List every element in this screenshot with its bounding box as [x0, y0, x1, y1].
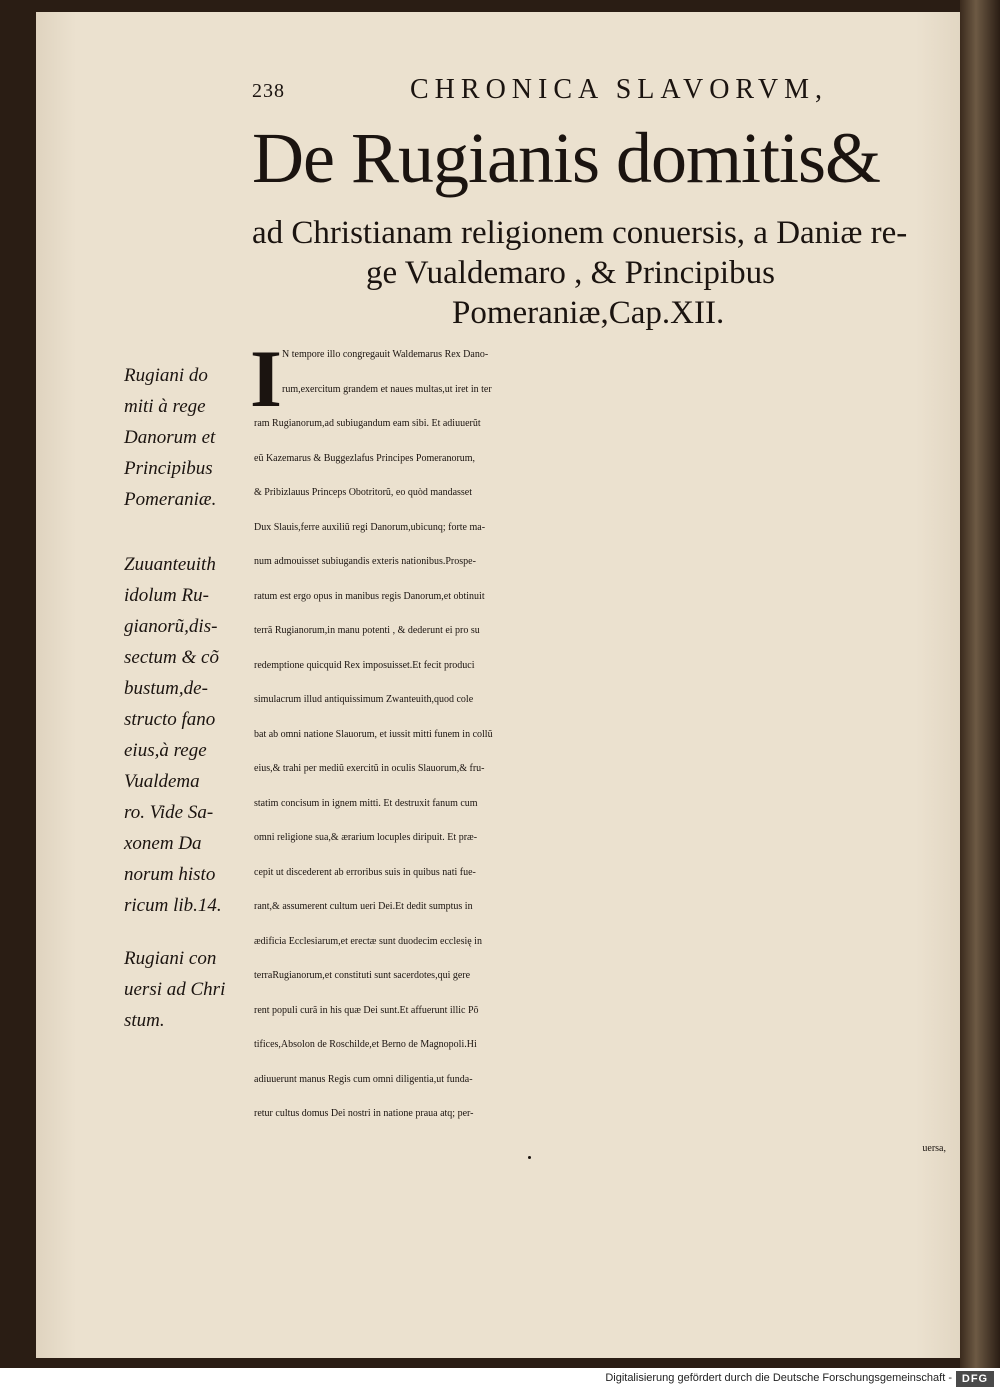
margin-note-line: eius,à rege	[124, 740, 207, 761]
margin-note	[124, 943, 254, 1036]
body-line: statim concisum in ignem mitti. Et destruxit fanum cum	[254, 797, 478, 809]
chapter-subheading-line: Pomeraniæ,Cap.XII.	[452, 295, 725, 331]
margin-note-line: structo fano	[124, 709, 216, 730]
body-line: adiuuerunt manus Regis cum omni diligentia,ut funda-	[254, 1073, 473, 1085]
margin-note-line: uersi ad Chri	[124, 979, 226, 1000]
body-line: bat ab omni natione Slauorum, et iussit mitti funem in collũ	[254, 728, 493, 740]
body-line: rum,exercitum grandem et naues multas,ut iret in ter	[282, 383, 492, 395]
chapter-subheading-line: ad Christianam religionem conuersis, a Daniæ re-	[252, 215, 908, 251]
margin-note-line: Danorum et	[124, 427, 216, 448]
running-title: CHRONICA SLAVORVM,	[410, 74, 828, 105]
body-line: cepit ut discederent ab erroribus suis in quibus nati fue-	[254, 866, 476, 878]
body-line: eũ Kazemarus & Buggezlafus Principes Pomeranorum,	[254, 452, 476, 464]
margin-note-line: ro. Vide Sa-	[124, 802, 214, 823]
chapter-subheading-line: ge Vualdemaro , & Principibus	[366, 255, 775, 291]
running-head	[252, 74, 892, 110]
body-line: ædificia Ecclesiarum,et erectæ sunt duodecim ecclesię in	[254, 935, 482, 947]
body-line: Dux Slauis,ferre auxiliũ regi Danorum,ubicunq; forte ma-	[254, 521, 486, 533]
margin-note-line: Principibus	[124, 458, 213, 479]
page-number: 238	[252, 80, 285, 102]
margin-note-line: sectum & cõ	[124, 647, 219, 668]
book-edge	[960, 0, 1000, 1368]
margin-note-line: miti à rege	[124, 396, 206, 417]
footer-credit: Digitalisierung gefördert durch die Deutsche Forschungsgemeinschaft -	[605, 1372, 952, 1384]
body-line: rant,& assumerent cultum ueri Dei.Et dedit sumptus in	[254, 901, 473, 912]
body-line: omni religione sua,& ærarium locuples diripuit. Et præ-	[254, 832, 478, 843]
body-line: redemptione quicquid Rex imposuisset.Et fecit produci	[254, 659, 475, 671]
body-line: ram Rugianorum,ad subiugandum eam sibi. Et adiuuerũt	[254, 418, 481, 429]
dfg-logo: DFG	[956, 1371, 994, 1387]
body-line: eius,& trahi per mediũ exercitũ in oculis Slauorum,& fru-	[254, 763, 485, 774]
margin-note-line: Rugiani do	[124, 365, 208, 386]
footer-bar	[0, 1368, 1000, 1390]
body-line: rent populi curã in his quæ Dei sunt.Et affuerunt illic Põ	[254, 1004, 479, 1016]
margin-note-line: stum.	[124, 1010, 165, 1031]
body-line: uersa,	[922, 1142, 946, 1154]
margin-note	[124, 549, 254, 921]
body-line: terraRugianorum,et constituti sunt sacerdotes,qui gere	[254, 970, 471, 981]
drop-cap: I	[250, 333, 282, 424]
margin-note	[124, 360, 254, 515]
body-line: retur cultus domus Dei nostri in natione praua atq; per-	[254, 1108, 474, 1119]
margin-note-line: gianorũ,dis-	[124, 616, 218, 637]
body-line: & Pribizlauus Princeps Obotritorũ, eo quòd mandasset	[254, 487, 473, 498]
margin-note-line: norum histo	[124, 864, 216, 885]
margin-note-line: xonem Da	[124, 833, 202, 854]
body-line: num admouisset subiugandis exteris nationibus.Prospe-	[254, 556, 476, 567]
margin-note-line: Zuuanteuith	[124, 554, 216, 575]
body-line: ratum est ergo opus in manibus regis Danorum,et obtinuit	[254, 590, 485, 602]
ink-dot	[528, 1156, 531, 1159]
body-line: N tempore illo congregauit Waldemarus Rex Dano-	[282, 349, 489, 360]
body-text	[254, 338, 962, 1166]
body-line: tifices,Absolon de Roschilde,et Berno de Magnopoli.Hi	[254, 1039, 477, 1050]
margin-note-line: Vualdema	[124, 771, 200, 792]
chapter-heading: De Rugianis domitis&	[252, 118, 880, 198]
margin-note-line: idolum Ru-	[124, 585, 209, 606]
body-line: terrã Rugianorum,in manu potenti , & dederunt ei pro su	[254, 625, 480, 636]
margin-note-line: ricum lib.14.	[124, 895, 222, 916]
margin-note-line: bustum,de-	[124, 678, 208, 699]
margin-note-line: Rugiani con	[124, 948, 217, 969]
margin-note-line: Pomeraniæ.	[124, 489, 217, 510]
body-line: simulacrum illud antiquissimum Zwanteuith,quod cole	[254, 694, 474, 705]
